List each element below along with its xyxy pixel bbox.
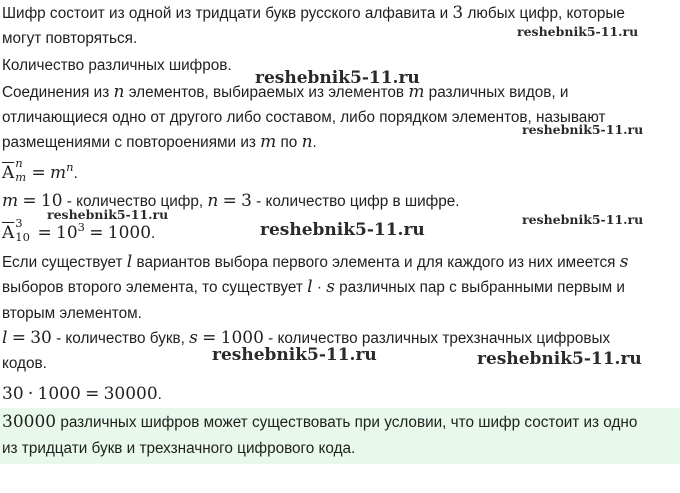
watermark-text: reshebnik5-11.ru — [260, 220, 425, 240]
watermark-text: reshebnik5-11.ru — [212, 345, 377, 365]
line-1: Шифр состоит из одной из тридцати букв русского алфавита и 3 любых цифр, которые — [2, 3, 625, 23]
watermark-text: reshebnik5-11.ru — [522, 212, 644, 227]
line-6: размещениями с повтороениями из m по n. — [2, 132, 317, 152]
watermark-text: reshebnik5-11.ru — [255, 68, 420, 88]
watermark-text: reshebnik5-11.ru — [477, 349, 642, 369]
watermark-text: reshebnik5-11.ru — [517, 24, 639, 39]
line-7: $\overline{A}$ n m = $m^n$. — [2, 156, 78, 184]
line-4: Соединения из n элементов, выбираемых из элементов m различных видов, и — [2, 82, 569, 102]
line-11: выборов второго элемента, то существует l · s различных пар с выбранными первым и — [2, 277, 625, 297]
line-10: Если существует l вариантов выбора первого элемента и для каждого из них имеется s — [2, 252, 629, 272]
line-5: отличающиеся одно от другого либо составом, либо порядком элементов, называют — [2, 109, 606, 126]
line-13: l = 30 - количество букв, s = 1000 - количество различных трехзначных цифровых — [2, 328, 611, 348]
watermark-text: reshebnik5-11.ru — [522, 122, 644, 137]
line-9: $\overline{A}$ 3 10 = $10^3 = 1000$. — [2, 216, 156, 244]
line-3: Количество различных шифров. — [2, 57, 232, 74]
line-12: вторым элементом. — [2, 305, 142, 322]
line-8: m = 10 - количество цифр, n = 3 - количество цифр в шифре. — [2, 191, 460, 211]
line-17: из тридцати букв и трехзначного цифрового кода. — [2, 440, 356, 457]
line-14: кодов. — [2, 355, 47, 372]
line-2: могут повторяться. — [2, 30, 138, 47]
watermark-text: reshebnik5-11.ru — [47, 207, 169, 222]
line-16: 30000 различных шифров может существовать при условии, что шифр состоит из одно — [2, 412, 638, 432]
line-15: 30 · 1000 = 30000. — [2, 384, 162, 404]
